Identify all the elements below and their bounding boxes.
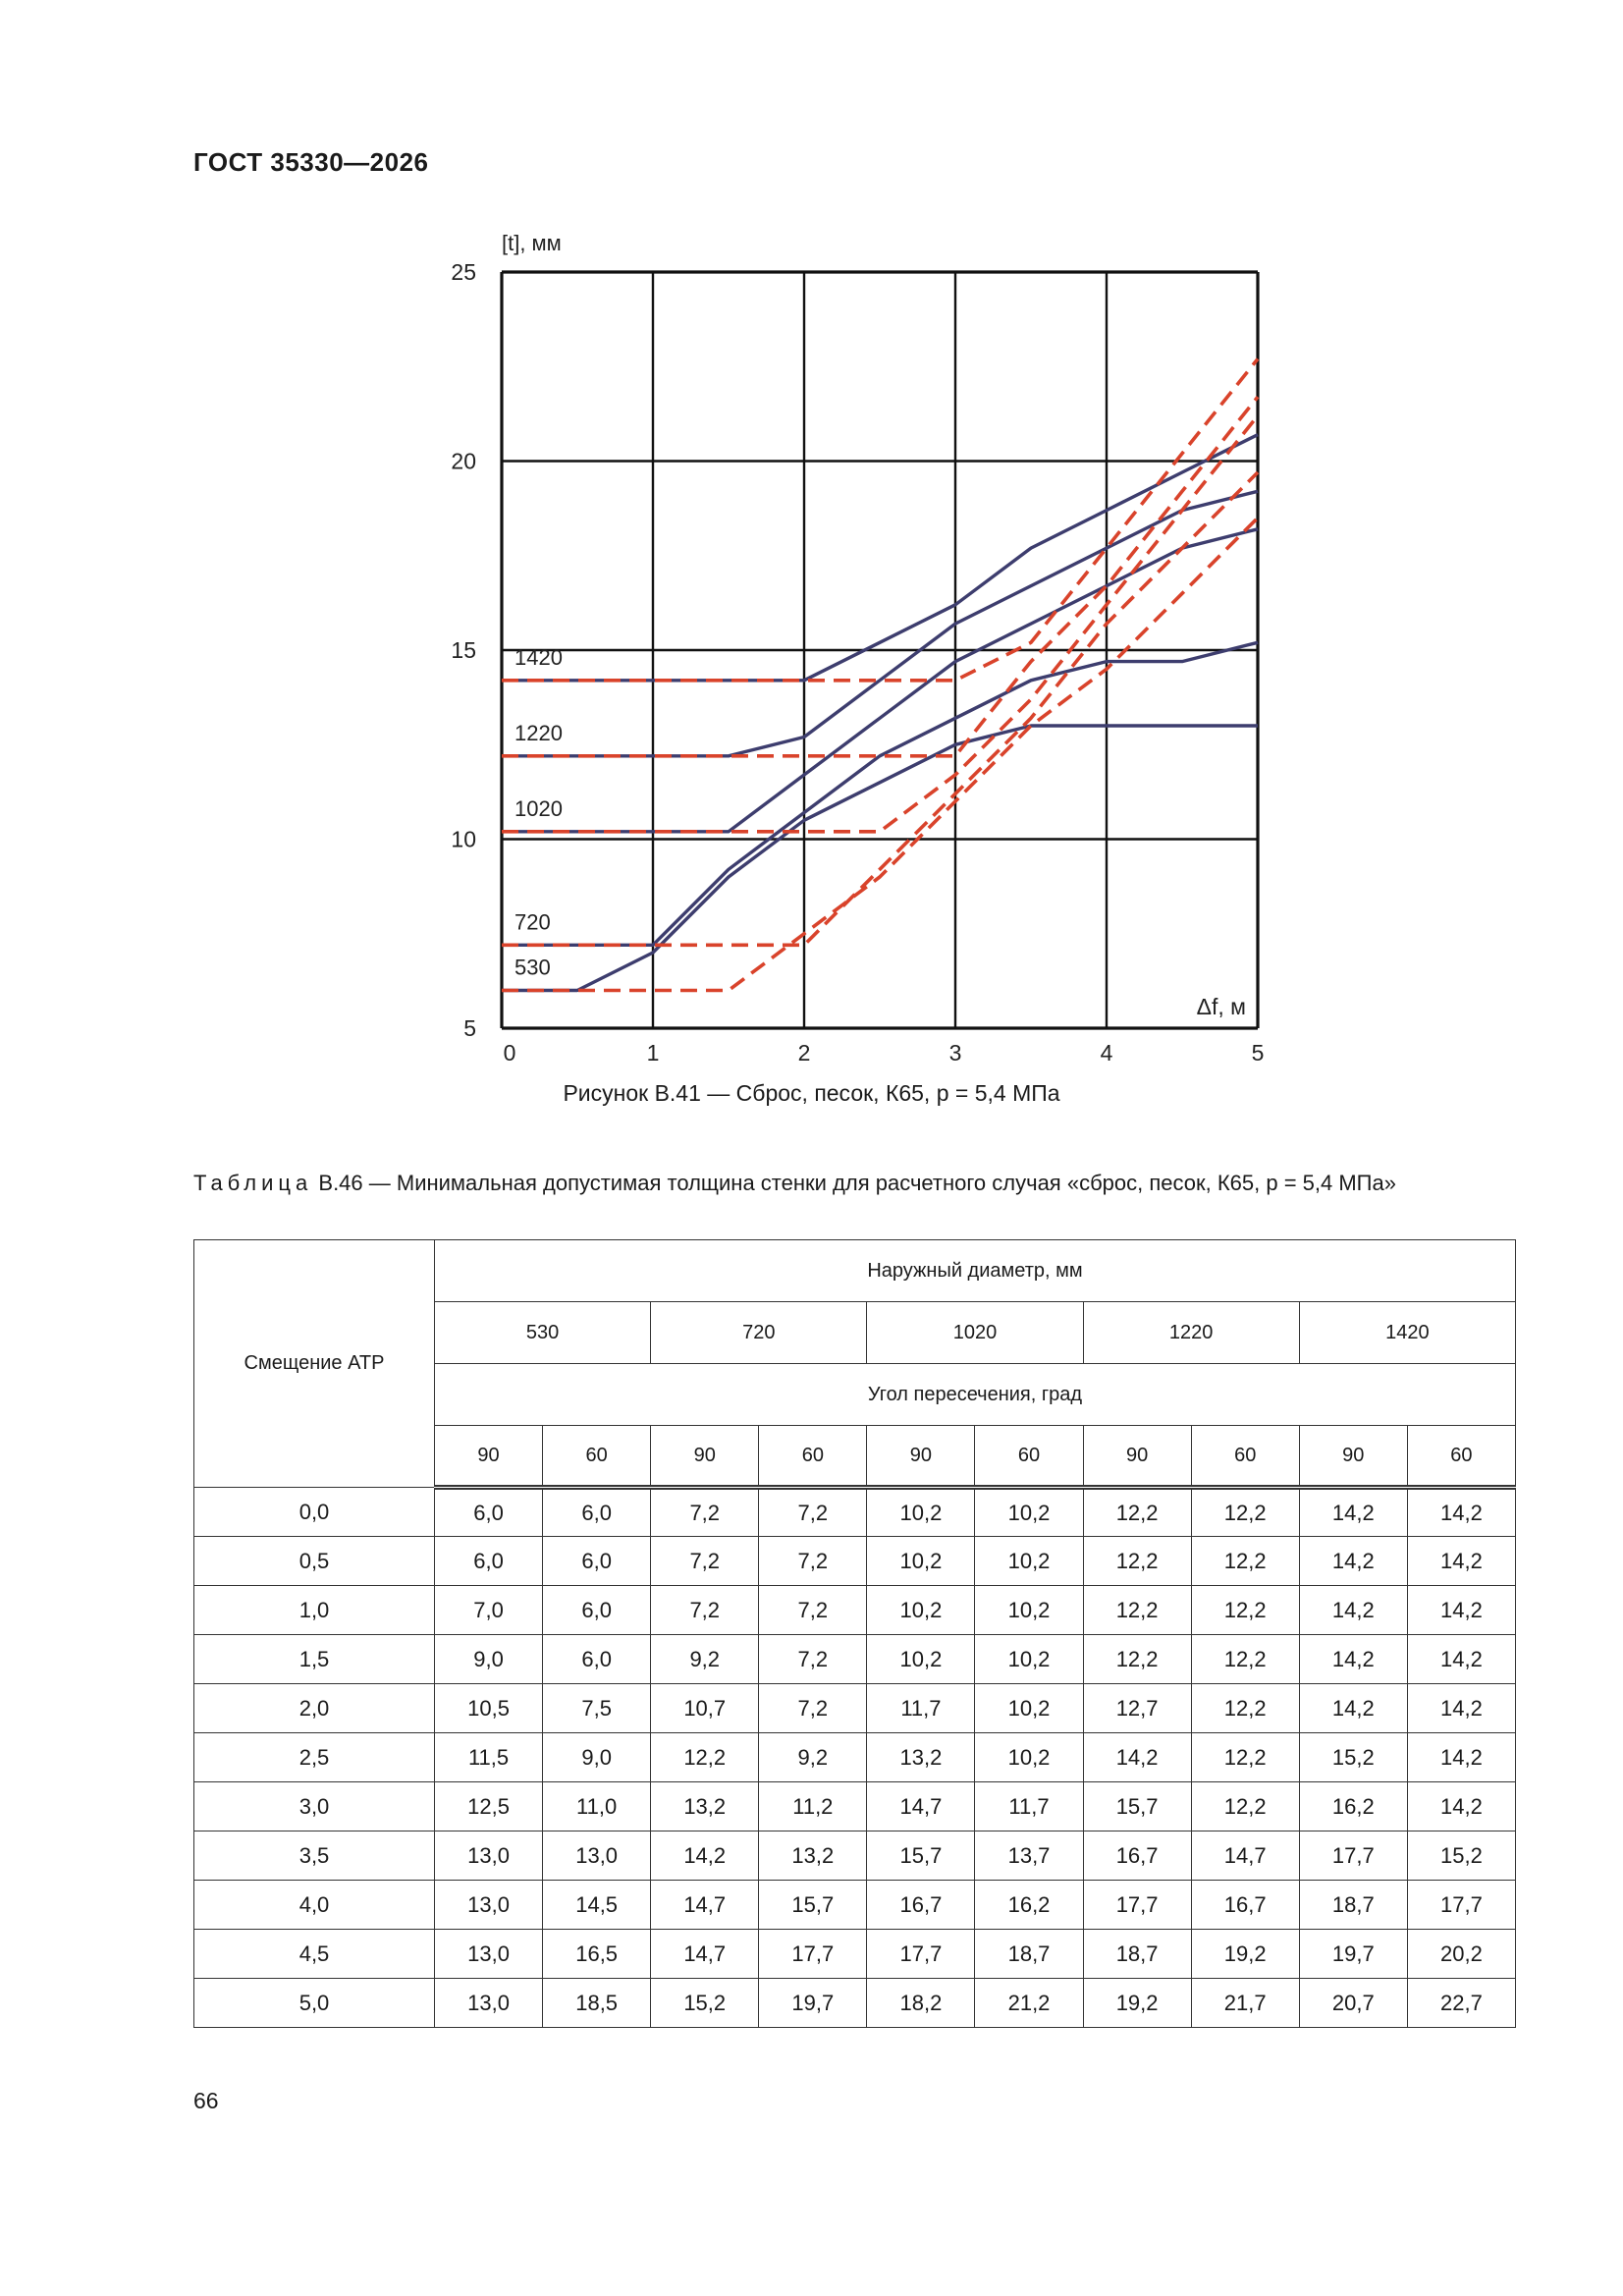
series-label-1220: 1220 — [514, 720, 563, 745]
thickness-cell: 14,2 — [1407, 1488, 1515, 1537]
thickness-cell: 20,2 — [1407, 1930, 1515, 1979]
wall-thickness-chart — [432, 221, 1296, 1085]
thickness-cell: 12,2 — [1083, 1586, 1191, 1635]
thickness-cell: 11,2 — [759, 1782, 867, 1831]
table-row — [194, 1635, 1516, 1684]
thickness-cell: 12,2 — [1191, 1635, 1299, 1684]
offset-cell: 3,5 — [194, 1831, 435, 1881]
thickness-cell: 12,5 — [435, 1782, 543, 1831]
angle-header-cell: 90 — [1083, 1426, 1191, 1488]
series-line-720-60 — [502, 472, 1258, 945]
thickness-cell: 12,2 — [1083, 1488, 1191, 1537]
thickness-cell: 14,7 — [1191, 1831, 1299, 1881]
thickness-cell: 12,2 — [1191, 1537, 1299, 1586]
table-row — [194, 1979, 1516, 2028]
thickness-cell: 14,2 — [1299, 1635, 1407, 1684]
offset-cell: 0,0 — [194, 1488, 435, 1537]
thickness-cell: 13,0 — [543, 1831, 651, 1881]
thickness-cell: 10,2 — [867, 1635, 975, 1684]
row-header-cell: Смещение АТР — [194, 1240, 435, 1488]
thickness-cell: 14,2 — [1299, 1684, 1407, 1733]
offset-cell: 3,0 — [194, 1782, 435, 1831]
diameter-group-header: Наружный диаметр, мм — [435, 1240, 1516, 1302]
table-row — [194, 1586, 1516, 1635]
thickness-cell: 7,2 — [759, 1586, 867, 1635]
table-row — [194, 1733, 1516, 1782]
thickness-cell: 17,7 — [1407, 1881, 1515, 1930]
table-row — [194, 1831, 1516, 1881]
thickness-cell: 15,2 — [1407, 1831, 1515, 1881]
diameter-header-1020: 1020 — [867, 1302, 1083, 1364]
thickness-cell: 19,2 — [1083, 1979, 1191, 2028]
thickness-cell: 17,7 — [759, 1930, 867, 1979]
thickness-cell: 16,5 — [543, 1930, 651, 1979]
x-tick-label: 5 — [1251, 1040, 1265, 1066]
x-axis-label: Δf, м — [1196, 994, 1246, 1019]
thickness-cell: 13,0 — [435, 1979, 543, 2028]
thickness-cell: 15,2 — [1299, 1733, 1407, 1782]
wall-thickness-table — [193, 1239, 1516, 2028]
thickness-cell: 18,7 — [975, 1930, 1083, 1979]
thickness-cell: 14,2 — [1407, 1537, 1515, 1586]
thickness-cell: 14,2 — [651, 1831, 759, 1881]
offset-cell: 1,0 — [194, 1586, 435, 1635]
offset-cell: 1,5 — [194, 1635, 435, 1684]
thickness-cell: 16,2 — [1299, 1782, 1407, 1831]
thickness-cell: 10,2 — [975, 1635, 1083, 1684]
table-row — [194, 1684, 1516, 1733]
thickness-cell: 10,2 — [975, 1586, 1083, 1635]
thickness-cell: 15,2 — [651, 1979, 759, 2028]
thickness-cell: 11,0 — [543, 1782, 651, 1831]
thickness-cell: 17,7 — [867, 1930, 975, 1979]
thickness-cell: 18,2 — [867, 1979, 975, 2028]
y-tick-label: 20 — [451, 448, 476, 474]
thickness-cell: 13,7 — [975, 1831, 1083, 1881]
thickness-cell: 12,2 — [1191, 1586, 1299, 1635]
diameter-header-1420: 1420 — [1299, 1302, 1515, 1364]
offset-cell: 4,0 — [194, 1881, 435, 1930]
y-tick-label: 10 — [451, 826, 476, 852]
thickness-cell: 10,2 — [975, 1537, 1083, 1586]
angle-header-cell: 60 — [543, 1426, 651, 1488]
y-tick-label: 5 — [463, 1015, 476, 1041]
table-caption-label: Таблица — [193, 1171, 313, 1195]
angle-header-cell: 60 — [1407, 1426, 1515, 1488]
y-tick-label: 15 — [451, 637, 476, 663]
angle-header-cell: 90 — [435, 1426, 543, 1488]
document-header: ГОСТ 35330—2026 — [193, 147, 429, 177]
angle-header-cell: 90 — [1299, 1426, 1407, 1488]
angle-header-cell: 60 — [759, 1426, 867, 1488]
thickness-cell: 12,7 — [1083, 1684, 1191, 1733]
angle-header-cell: 60 — [1191, 1426, 1299, 1488]
thickness-cell: 9,2 — [759, 1733, 867, 1782]
thickness-cell: 18,7 — [1299, 1881, 1407, 1930]
diameter-header-1220: 1220 — [1083, 1302, 1299, 1364]
thickness-cell: 16,7 — [1191, 1881, 1299, 1930]
chart-series — [502, 359, 1258, 991]
thickness-cell: 12,2 — [1191, 1733, 1299, 1782]
thickness-cell: 7,2 — [651, 1537, 759, 1586]
table-caption — [193, 1169, 1516, 1197]
offset-cell: 4,5 — [194, 1930, 435, 1979]
thickness-cell: 19,7 — [759, 1979, 867, 2028]
thickness-cell: 15,7 — [867, 1831, 975, 1881]
offset-cell: 2,0 — [194, 1684, 435, 1733]
thickness-cell: 11,7 — [975, 1782, 1083, 1831]
thickness-cell: 14,2 — [1083, 1733, 1191, 1782]
figure-caption: Рисунок В.41 — Сброс, песок, К65, р = 5,4 МПа — [563, 1080, 1060, 1106]
thickness-cell: 14,2 — [1407, 1782, 1515, 1831]
table-caption-text: В.46 — Минимальная допустимая толщина стенки для расчетного случая «сброс, песок, К65, р = 5,4 МПа» — [318, 1171, 1396, 1195]
thickness-cell: 16,7 — [867, 1881, 975, 1930]
thickness-cell: 12,2 — [1083, 1635, 1191, 1684]
angle-header-cell: 60 — [975, 1426, 1083, 1488]
chart-grid — [502, 272, 1258, 1028]
series-label-720: 720 — [514, 909, 551, 935]
thickness-cell: 11,5 — [435, 1733, 543, 1782]
thickness-cell: 16,7 — [1083, 1831, 1191, 1881]
thickness-cell: 13,2 — [867, 1733, 975, 1782]
thickness-cell: 6,0 — [435, 1537, 543, 1586]
thickness-cell: 6,0 — [543, 1635, 651, 1684]
thickness-cell: 10,2 — [867, 1586, 975, 1635]
diameter-header-720: 720 — [651, 1302, 867, 1364]
thickness-cell: 14,7 — [651, 1930, 759, 1979]
x-tick-label: 1 — [646, 1040, 660, 1066]
thickness-cell: 16,2 — [975, 1881, 1083, 1930]
thickness-cell: 9,0 — [543, 1733, 651, 1782]
thickness-cell: 14,2 — [1407, 1586, 1515, 1635]
series-line-1420-90 — [502, 435, 1258, 681]
thickness-cell: 12,2 — [1083, 1537, 1191, 1586]
series-label-530: 530 — [514, 955, 551, 980]
thickness-cell: 12,2 — [1191, 1782, 1299, 1831]
thickness-cell: 7,2 — [651, 1586, 759, 1635]
thickness-cell: 10,2 — [975, 1684, 1083, 1733]
thickness-cell: 14,2 — [1407, 1635, 1515, 1684]
thickness-cell: 18,7 — [1083, 1930, 1191, 1979]
series-line-720-90 — [502, 642, 1258, 945]
thickness-cell: 19,7 — [1299, 1930, 1407, 1979]
thickness-cell: 15,7 — [1083, 1782, 1191, 1831]
series-line-1220-60 — [502, 397, 1258, 756]
offset-cell: 0,5 — [194, 1537, 435, 1586]
thickness-cell: 10,2 — [975, 1488, 1083, 1537]
table-row — [194, 1930, 1516, 1979]
x-tick-label: 4 — [1100, 1040, 1113, 1066]
thickness-cell: 14,2 — [1407, 1684, 1515, 1733]
thickness-cell: 18,5 — [543, 1979, 651, 2028]
diameter-header-530: 530 — [435, 1302, 651, 1364]
thickness-cell: 14,2 — [1407, 1733, 1515, 1782]
thickness-cell: 13,2 — [651, 1782, 759, 1831]
thickness-cell: 7,2 — [759, 1635, 867, 1684]
thickness-cell: 14,2 — [1299, 1488, 1407, 1537]
angle-header-cell: 90 — [651, 1426, 759, 1488]
thickness-cell: 14,5 — [543, 1881, 651, 1930]
thickness-cell: 14,7 — [867, 1782, 975, 1831]
thickness-cell: 15,7 — [759, 1881, 867, 1930]
y-tick-label: 25 — [451, 259, 476, 285]
thickness-cell: 14,7 — [651, 1881, 759, 1930]
angle-header-cell: 90 — [867, 1426, 975, 1488]
thickness-cell: 12,2 — [651, 1733, 759, 1782]
y-axis-label: [t], мм — [502, 231, 562, 255]
table-row — [194, 1881, 1516, 1930]
thickness-cell: 13,0 — [435, 1930, 543, 1979]
thickness-cell: 21,7 — [1191, 1979, 1299, 2028]
x-tick-label: 2 — [797, 1040, 811, 1066]
thickness-cell: 6,0 — [543, 1586, 651, 1635]
thickness-cell: 10,2 — [975, 1733, 1083, 1782]
thickness-cell: 7,0 — [435, 1586, 543, 1635]
thickness-cell: 6,0 — [435, 1488, 543, 1537]
chart-series-labels — [514, 645, 563, 980]
thickness-cell: 10,7 — [651, 1684, 759, 1733]
thickness-cell: 13,0 — [435, 1831, 543, 1881]
thickness-cell: 22,7 — [1407, 1979, 1515, 2028]
thickness-cell: 7,2 — [759, 1684, 867, 1733]
table-row — [194, 1782, 1516, 1831]
thickness-cell: 17,7 — [1299, 1831, 1407, 1881]
offset-cell: 2,5 — [194, 1733, 435, 1782]
thickness-cell: 17,7 — [1083, 1881, 1191, 1930]
thickness-cell: 21,2 — [975, 1979, 1083, 2028]
series-line-530-90 — [502, 726, 1258, 991]
thickness-cell: 6,0 — [543, 1537, 651, 1586]
thickness-cell: 7,2 — [651, 1488, 759, 1537]
angle-group-header: Угол пересечения, град — [435, 1364, 1516, 1426]
thickness-cell: 14,2 — [1299, 1537, 1407, 1586]
thickness-cell: 13,0 — [435, 1881, 543, 1930]
thickness-cell: 6,0 — [543, 1488, 651, 1537]
thickness-cell: 9,0 — [435, 1635, 543, 1684]
thickness-cell: 14,2 — [1299, 1586, 1407, 1635]
page-number: 66 — [193, 2088, 219, 2113]
offset-cell: 5,0 — [194, 1979, 435, 2028]
series-label-1020: 1020 — [514, 795, 563, 821]
thickness-cell: 9,2 — [651, 1635, 759, 1684]
thickness-cell: 19,2 — [1191, 1930, 1299, 1979]
thickness-cell: 10,5 — [435, 1684, 543, 1733]
table-row — [194, 1488, 1516, 1537]
x-tick-label: 3 — [948, 1040, 962, 1066]
thickness-cell: 10,2 — [867, 1488, 975, 1537]
thickness-cell: 12,2 — [1191, 1684, 1299, 1733]
x-tick-label: 0 — [503, 1040, 516, 1066]
thickness-cell: 7,5 — [543, 1684, 651, 1733]
thickness-cell: 7,2 — [759, 1537, 867, 1586]
table-body — [194, 1488, 1516, 2028]
thickness-cell: 7,2 — [759, 1488, 867, 1537]
thickness-cell: 10,2 — [867, 1537, 975, 1586]
thickness-cell: 20,7 — [1299, 1979, 1407, 2028]
series-line-1020-60 — [502, 415, 1258, 832]
table-row — [194, 1537, 1516, 1586]
thickness-cell: 12,2 — [1191, 1488, 1299, 1537]
thickness-cell: 13,2 — [759, 1831, 867, 1881]
series-label-1420: 1420 — [514, 644, 563, 670]
thickness-cell: 11,7 — [867, 1684, 975, 1733]
